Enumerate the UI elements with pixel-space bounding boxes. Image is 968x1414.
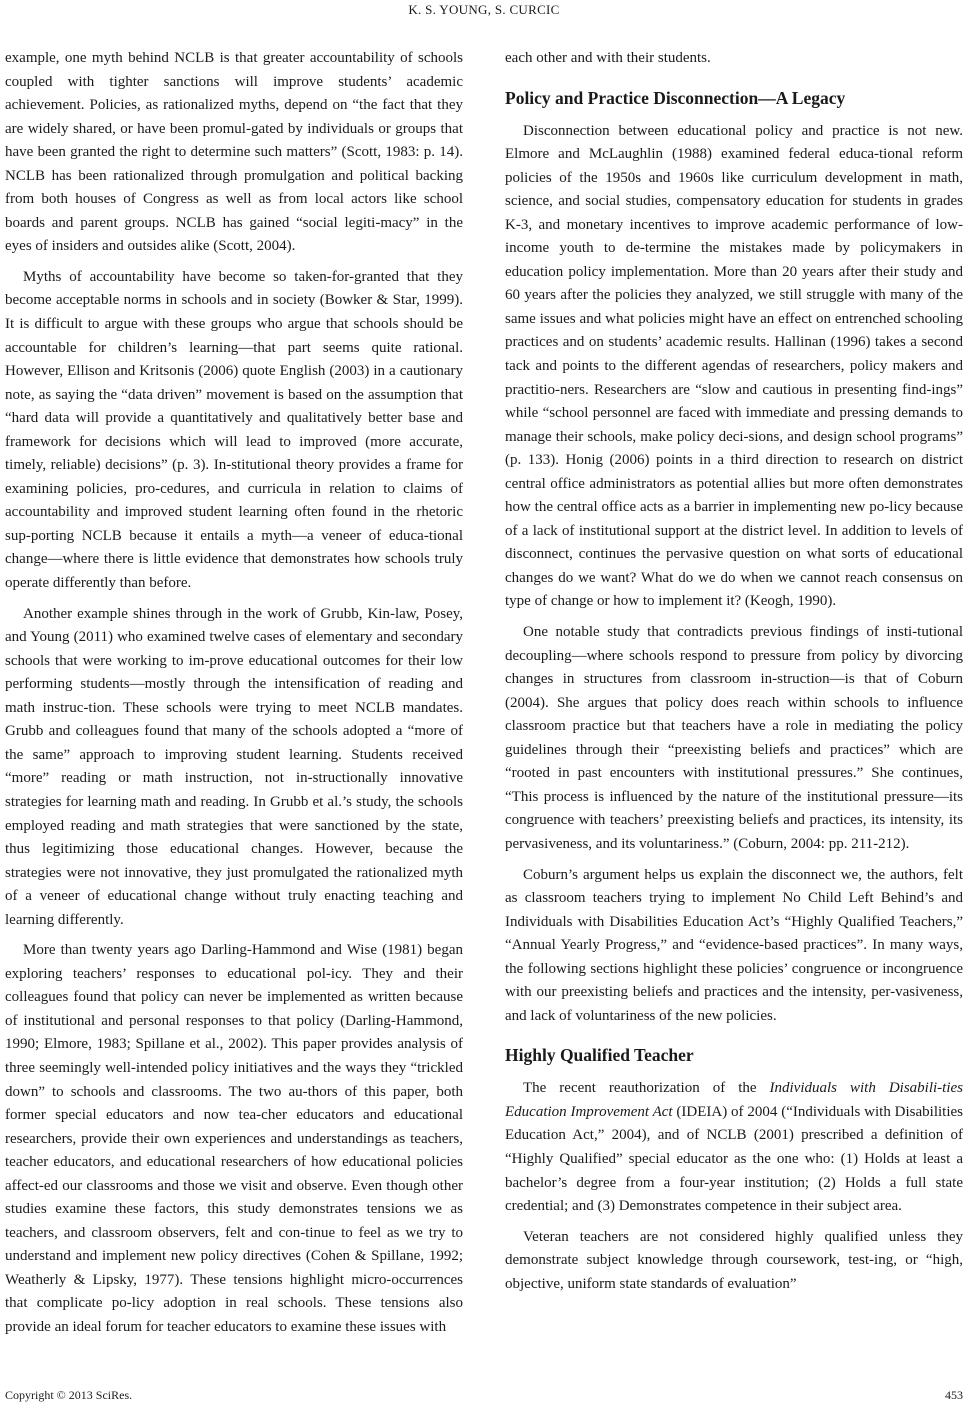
copyright-notice: Copyright © 2013 SciRes. (5, 1388, 133, 1402)
paragraph: Disconnection between educational policy and practice is not new. Elmore and McLaughlin (1988) examined federal educa-tional reform policies of the 1950s and 1960s like curriculum development in math, science, and social studies, compensatory education for students in grades K-3, and monetary incentives to improve academic performance of low-income youth to de-termine the mistakes made by policymakers in education policy implementation. More than 20 years after their study and 60 years after the policies they analyzed, we still struggle with many of the same issues and what policies might have an effect on entrenched schooling practices and on students’ academic results. Hallinan (1996) takes a second tack and points to the different agendas of researchers, policy makers and practitio-ners. Researchers are “slow and cautious in presenting find-ings” while “school personnel are faced with immediate and pressing demands to manage their schools, make policy deci-sions, and design school programs” (p. 133). Honig (2006) points in a third direction to research on district central office administrators as potential allies but more often demonstrates how the central office acts as a barrier in implementing new po-licy because of a lack of institutional support at the district level. In addition to levels of disconnect, continues the pervasive question on what sorts of educational changes do we want? What do we do when we cannot reach consensus on type of change or how to implement it? (Keogh, 1990). (505, 122, 963, 610)
paragraph (505, 1077, 963, 1218)
left-column (5, 47, 463, 1357)
text-run: (IDEIA) of 2004 (“Individuals with Disabilities Education Act,” 2004), and of NCLB (2001) prescribed a definition of “Highly Qualified” special educator as the one who: (1) Holds at least a bachelor’s degree from a four-year institution; (2) Holds a full state credential; and (3) Demonstrates competence in their subject area. (505, 1103, 963, 1215)
running-header: K. S. YOUNG, S. CURCIC (408, 2, 560, 17)
right-column (505, 47, 963, 1357)
paragraph: More than twenty years ago Darling-Hammond and Wise (1981) began exploring teachers’ responses to educational pol-icy. They and their colleagues found that policy can never be implemented as written because of institutional and personal responses to that policy (Darling-Hammond, 1990; Elmore, 1983; Spillane et al., 2002). This paper provides analysis of three seemingly well-intended policy initiatives and the ways they “trickled down” to schools and classrooms. The two au-thors of this paper, both former special educators and now tea-cher educators and educational researchers, provide their own experiences and understandings as teachers, teacher educators, and educational researchers of how educational policies affect-ed our classrooms and those we visit and observe. Even though other studies examine these factors, this study demonstrates tensions we as teachers, and classroom observers, felt and con-tinue to feel as we try to understand and implement new policy directives (Cohen & Spillane, 1992; Weatherly & Lipsky, 1977). These tensions highlight micro-occurrences that complicate po-licy adoption in real schools. These tensions also provide an ideal forum for teacher educators to examine these issues with (5, 942, 463, 1335)
paragraph: Coburn’s argument helps us explain the disconnect we, the authors, felt as classroom teachers trying to implement No Child Left Behind’s and Individuals with Disabilities Education Act’s “Highly Qualified Teachers,” “Annual Yearly Progress,” and “evidence-based practices”. In many ways, the following sections highlight these policies’ congruence or incongruence with our preexisting beliefs and practices and the intensity, per-vasiveness, and lack of voluntariness of the new policies. (505, 866, 963, 1024)
section-heading: Policy and Practice Disconnection—A Legacy (505, 87, 846, 108)
text-run: The recent reauthorization of the (523, 1080, 770, 1097)
paragraph: Myths of accountability have become so taken-for-granted that they become acceptable norms in schools and in society (Bowker & Star, 1999). It is difficult to argue with these groups who argue that schools should be accountable for children’s learning—that part seems quite rational. However, Ellison and Kritsonis (2006) quote English (2003) in a cautionary note, as saying the “data driven” movement is based on the assumption that “hard data will provide a quantitatively and qualitatively better base and framework for decisions which will lead to improved (more accurate, timely, reliable) decisions” (p. 3). In-stitutional theory provides a frame for examining policies, pro-cedures, and curricula in relation to claims of accountability and improved student learning often found in the rhetoric sup-porting NCLB because it entails a myth—a veneer of educa-tional change—where there is little evidence that demonstrates how schools truly operate differently than before. (5, 268, 463, 592)
section-heading: Highly Qualified Teacher (505, 1045, 694, 1066)
page-footer (5, 1388, 963, 1403)
paragraph: Veteran teachers are not considered highly qualified unless they demonstrate subject knowledge through coursework, test-ing, or “high, objective, uniform state standards of evaluation” (505, 1228, 963, 1292)
paragraph: Another example shines through in the work of Grubb, Kin-law, Posey, and Young (2011) who examined twelve cases of elementary and secondary schools that were working to im-prove educational outcomes for their low performing students—mostly through the intensification of reading and math instruc-tion. These schools were trying to meet NCLB mandates. Grubb and colleagues found that many of the schools adopted a “more of the same” approach to improving student learning. Students received “more” reading or math instruction, not in-structionally innovative strategies for learning math and reading. In Grubb et al.’s study, the schools employed reading and math strategies that were sanctioned by the state, thus legitimizing those educational changes. However, because the strategies were not innovative, they just promulgated the rationalized myth of a veneer of educational change without truly enacting teaching and learning differently. (5, 605, 463, 928)
paragraph: each other and with their students. (505, 50, 711, 66)
act-title: Individuals with Disabili-ties Education Improvement Act (505, 1080, 963, 1120)
page-number: 453 (945, 1388, 963, 1402)
paragraph: One notable study that contradicts previous findings of insti-tutional decoupling—where schools respond to pressure from policy by divorcing changes in structures from classroom in-struction—is that of Coburn (2004). She argues that policy does reach within schools to influence classroom practice but that teachers have a role in mediating the policy guidelines through their “preexisting beliefs and practices” which are “rooted in past encounters with institutional pressures.” She continues, “This process is influenced by the nature of the institutional pressure—its congruence with teachers’ preexisting beliefs and practices, its intensity, its pervasiveness, and its voluntariness.” (Coburn, 2004: pp. 211-212). (505, 624, 963, 852)
paragraph: example, one myth behind NCLB is that greater accountability of schools coupled with tighter sanctions will improve students’ academic achievement. Policies, as rationalized myths, depend on “the fact that they are widely shared, or have been promul-gated by individuals or groups that have been granted the right to determine such matters” (Scott, 1983: p. 14). NCLB has been rationalized through promulgation and political backing from both houses of Congress as well as from local actors like school boards and parent groups. NCLB has gained “social legiti-macy” in the eyes of insiders and outsides alike (Scott, 2004). (5, 50, 463, 255)
